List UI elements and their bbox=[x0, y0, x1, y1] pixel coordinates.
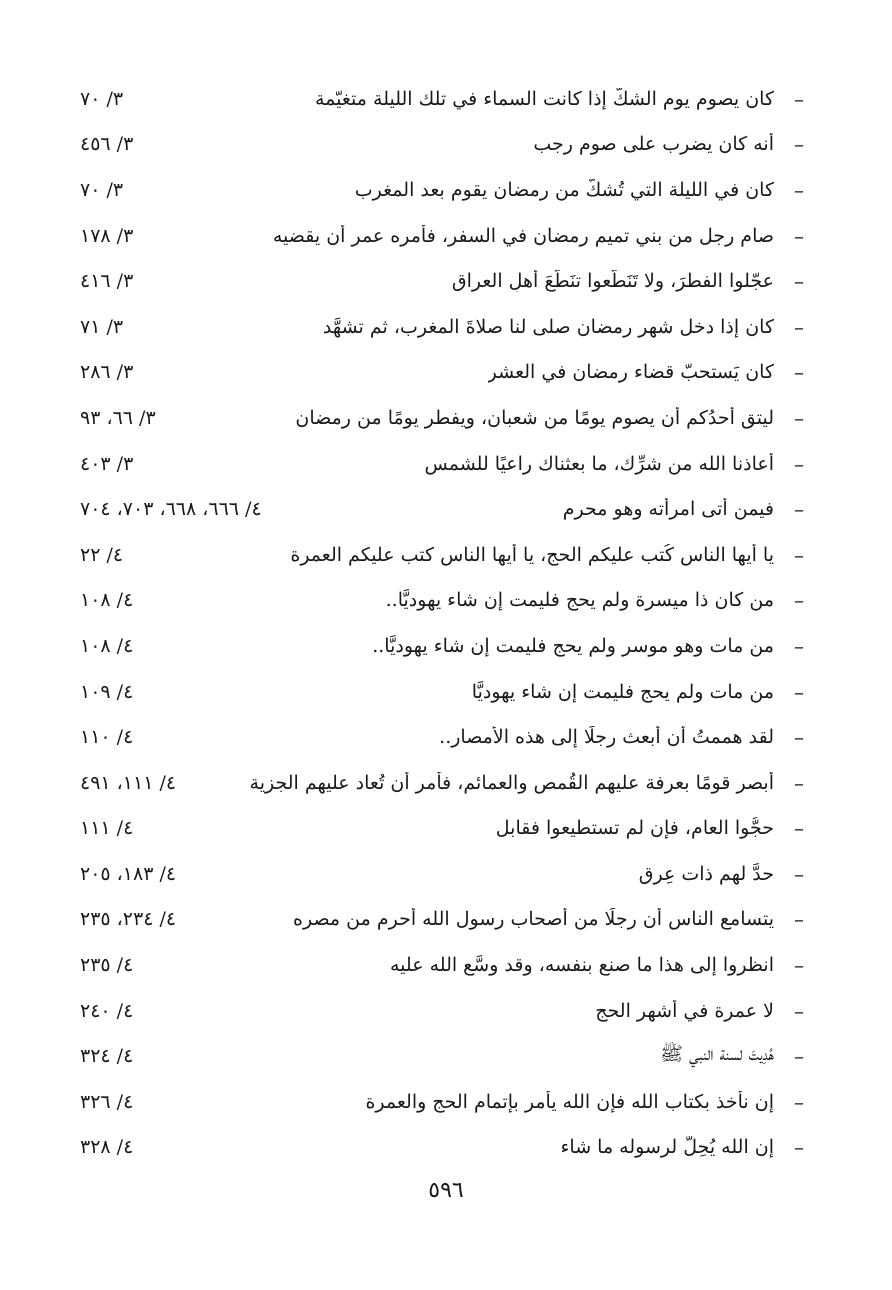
entry-dash: – bbox=[794, 405, 804, 430]
entry-reference: ٤/ ١١١ bbox=[80, 817, 134, 840]
entry-reference: ٤/ ١١٠ bbox=[80, 726, 134, 749]
index-entry bbox=[80, 532, 804, 578]
index-entry bbox=[80, 851, 804, 897]
entry-dash: – bbox=[794, 633, 804, 658]
entry-dash: – bbox=[794, 907, 804, 932]
entry-reference: ٣/ ٤١٦ bbox=[80, 270, 134, 293]
entry-reference: ٤/ ٢٤٠ bbox=[80, 999, 134, 1022]
index-entry bbox=[80, 897, 804, 943]
entry-text: أبصر قومًا بعرفة عليهم القُمص والعمائم، فأمر أن تُعاد عليهم الجزية bbox=[249, 771, 774, 794]
entry-text: انظروا إلى هذا ما صنع بنفسه، وقد وسَّع الله عليه bbox=[390, 954, 774, 977]
index-entry bbox=[80, 258, 804, 304]
entry-dash: – bbox=[794, 360, 804, 385]
index-entry bbox=[80, 1125, 804, 1171]
hadith-index-list bbox=[80, 76, 804, 1170]
entry-text: يا أيها الناس كُتب عليكم الحج، يا أيها الناس كتب عليكم العمرة bbox=[290, 543, 774, 566]
entry-dash: – bbox=[794, 998, 804, 1023]
entry-dash: – bbox=[794, 725, 804, 750]
entry-reference: ٤/ ٦٦٦، ٦٦٨، ٧٠٣، ٧٠٤ bbox=[80, 498, 262, 521]
entry-dash: – bbox=[794, 1044, 804, 1069]
entry-dash: – bbox=[794, 588, 804, 613]
entry-text: إن الله يُحِلُّ لرسوله ما شاء bbox=[560, 1136, 774, 1159]
entry-text: فيمن أتى امرأته وهو محرم bbox=[562, 498, 774, 521]
entry-reference: ٣/ ٧١ bbox=[80, 315, 124, 338]
entry-dash: – bbox=[794, 223, 804, 248]
entry-dash: – bbox=[794, 1089, 804, 1114]
index-entry bbox=[80, 714, 804, 760]
entry-dash: – bbox=[794, 1135, 804, 1160]
entry-text: كان يَستحبّ قضاء رمضان في العشر bbox=[487, 361, 774, 384]
entry-dash: – bbox=[794, 770, 804, 795]
entry-reference: ٣/ ٤٠٣ bbox=[80, 452, 134, 475]
index-entry bbox=[80, 304, 804, 350]
entry-reference: ٤/ ٣٢٦ bbox=[80, 1090, 134, 1113]
entry-text: كان إذا دخل شهر رمضان صلى لنا صلاةَ المغرب، ثم تشهَّد bbox=[322, 315, 774, 338]
page-number: ٥٩٦ bbox=[428, 1178, 464, 1203]
entry-dash: – bbox=[794, 314, 804, 339]
index-entry bbox=[80, 441, 804, 487]
index-entry bbox=[80, 1033, 804, 1079]
entry-text: كان يصوم يوم الشكّ إذا كانت السماء في تلك الليلة متغيّمة bbox=[314, 87, 774, 110]
entry-text: كان في الليلة التي تُشكّ من رمضان يقوم بعد المغرب bbox=[354, 178, 774, 201]
entry-dash: – bbox=[794, 451, 804, 476]
entry-dash: – bbox=[794, 86, 804, 111]
entry-dash: – bbox=[794, 953, 804, 978]
index-entry bbox=[80, 623, 804, 669]
entry-reference: ٤/ ٣٢٤ bbox=[80, 1045, 134, 1068]
entry-dash: – bbox=[794, 177, 804, 202]
entry-text: من مات ولم يحج فليمت إن شاء يهوديًّا bbox=[471, 680, 774, 703]
index-entry bbox=[80, 395, 804, 441]
entry-text: لا عمرة في أشهر الحج bbox=[595, 999, 774, 1022]
entry-dash: – bbox=[794, 497, 804, 522]
entry-reference: ٤/ ٢٢ bbox=[80, 543, 124, 566]
index-entry bbox=[80, 1079, 804, 1125]
entry-text: ليتقِ أحدُكم أن يصوم يومًا من شعبان، ويفطر يومًا من رمضان bbox=[295, 406, 774, 429]
index-entry bbox=[80, 486, 804, 532]
index-entry bbox=[80, 669, 804, 715]
index-entry bbox=[80, 122, 804, 168]
entry-reference: ٣/ ٧٠ bbox=[80, 178, 124, 201]
entry-text: هُدِيتَ لسنة النبي ﷺ bbox=[660, 1043, 774, 1066]
entry-reference: ٤/ ٢٣٤، ٢٣٥ bbox=[80, 908, 177, 931]
entry-text: أعاذنا الله من شرِّك، ما بعثناك راعيًا للشمس bbox=[424, 452, 774, 475]
index-entry bbox=[80, 578, 804, 624]
entry-reference: ٤/ ١٠٩ bbox=[80, 680, 134, 703]
entry-text: حجُّوا العام، فإن لم تستطيعوا فقابل bbox=[495, 817, 774, 840]
entry-reference: ٤/ ٣٢٨ bbox=[80, 1136, 134, 1159]
entry-text: حدَّ لهم ذات عِرق bbox=[638, 862, 774, 885]
entry-reference: ٣/ ٦٦، ٩٣ bbox=[80, 406, 156, 429]
entry-dash: – bbox=[794, 269, 804, 294]
entry-dash: – bbox=[794, 132, 804, 157]
entry-text: لقد هممتُ أن أبعث رجلًا إلى هذه الأمصار.. bbox=[439, 726, 774, 749]
entry-dash: – bbox=[794, 679, 804, 704]
index-entry bbox=[80, 167, 804, 213]
entry-text: من مات وهو موسر ولم يحج فليمت إن شاء يهوديًّا.. bbox=[372, 634, 774, 657]
entry-reference: ٤/ ١١١، ٤٩١ bbox=[80, 771, 177, 794]
index-entry bbox=[80, 213, 804, 259]
index-entry bbox=[80, 350, 804, 396]
entry-dash: – bbox=[794, 816, 804, 841]
index-entry bbox=[80, 942, 804, 988]
entry-reference: ٤/ ٢٣٥ bbox=[80, 954, 134, 977]
entry-dash: – bbox=[794, 861, 804, 886]
entry-text: عجّلوا الفطرَ، ولا تَنَطّعوا تنَطُّعَ أهلِ العراق bbox=[451, 270, 774, 293]
entry-text: يتسامع الناس أن رجلًا من أصحاب رسول الله أحرم من مصره bbox=[293, 908, 774, 931]
entry-text: من كان ذا ميسرة ولم يحج فليمت إن شاء يهوديًّا.. bbox=[385, 589, 774, 612]
index-entry bbox=[80, 806, 804, 852]
entry-reference: ٤/ ١٠٨ bbox=[80, 634, 134, 657]
entry-text: صام رجل من بني تميم رمضان في السفر، فأمره عمر أن يقضيه bbox=[272, 224, 774, 247]
entry-reference: ٣/ ٢٨٦ bbox=[80, 361, 134, 384]
entry-reference: ٣/ ٤٥٦ bbox=[80, 133, 134, 156]
entry-text: أنه كان يضرب على صوم رجب bbox=[533, 133, 774, 156]
entry-reference: ٤/ ١٠٨ bbox=[80, 589, 134, 612]
index-entry bbox=[80, 76, 804, 122]
entry-dash: – bbox=[794, 542, 804, 567]
index-entry bbox=[80, 988, 804, 1034]
entry-text: إن نأخذ بكتاب الله فإن الله يأمر بإتمام الحج والعمرة bbox=[365, 1090, 774, 1113]
entry-reference: ٣/ ٧٠ bbox=[80, 87, 124, 110]
entry-reference: ٤/ ١٨٣، ٢٠٥ bbox=[80, 862, 177, 885]
index-entry bbox=[80, 760, 804, 806]
entry-reference: ٣/ ١٧٨ bbox=[80, 224, 134, 247]
